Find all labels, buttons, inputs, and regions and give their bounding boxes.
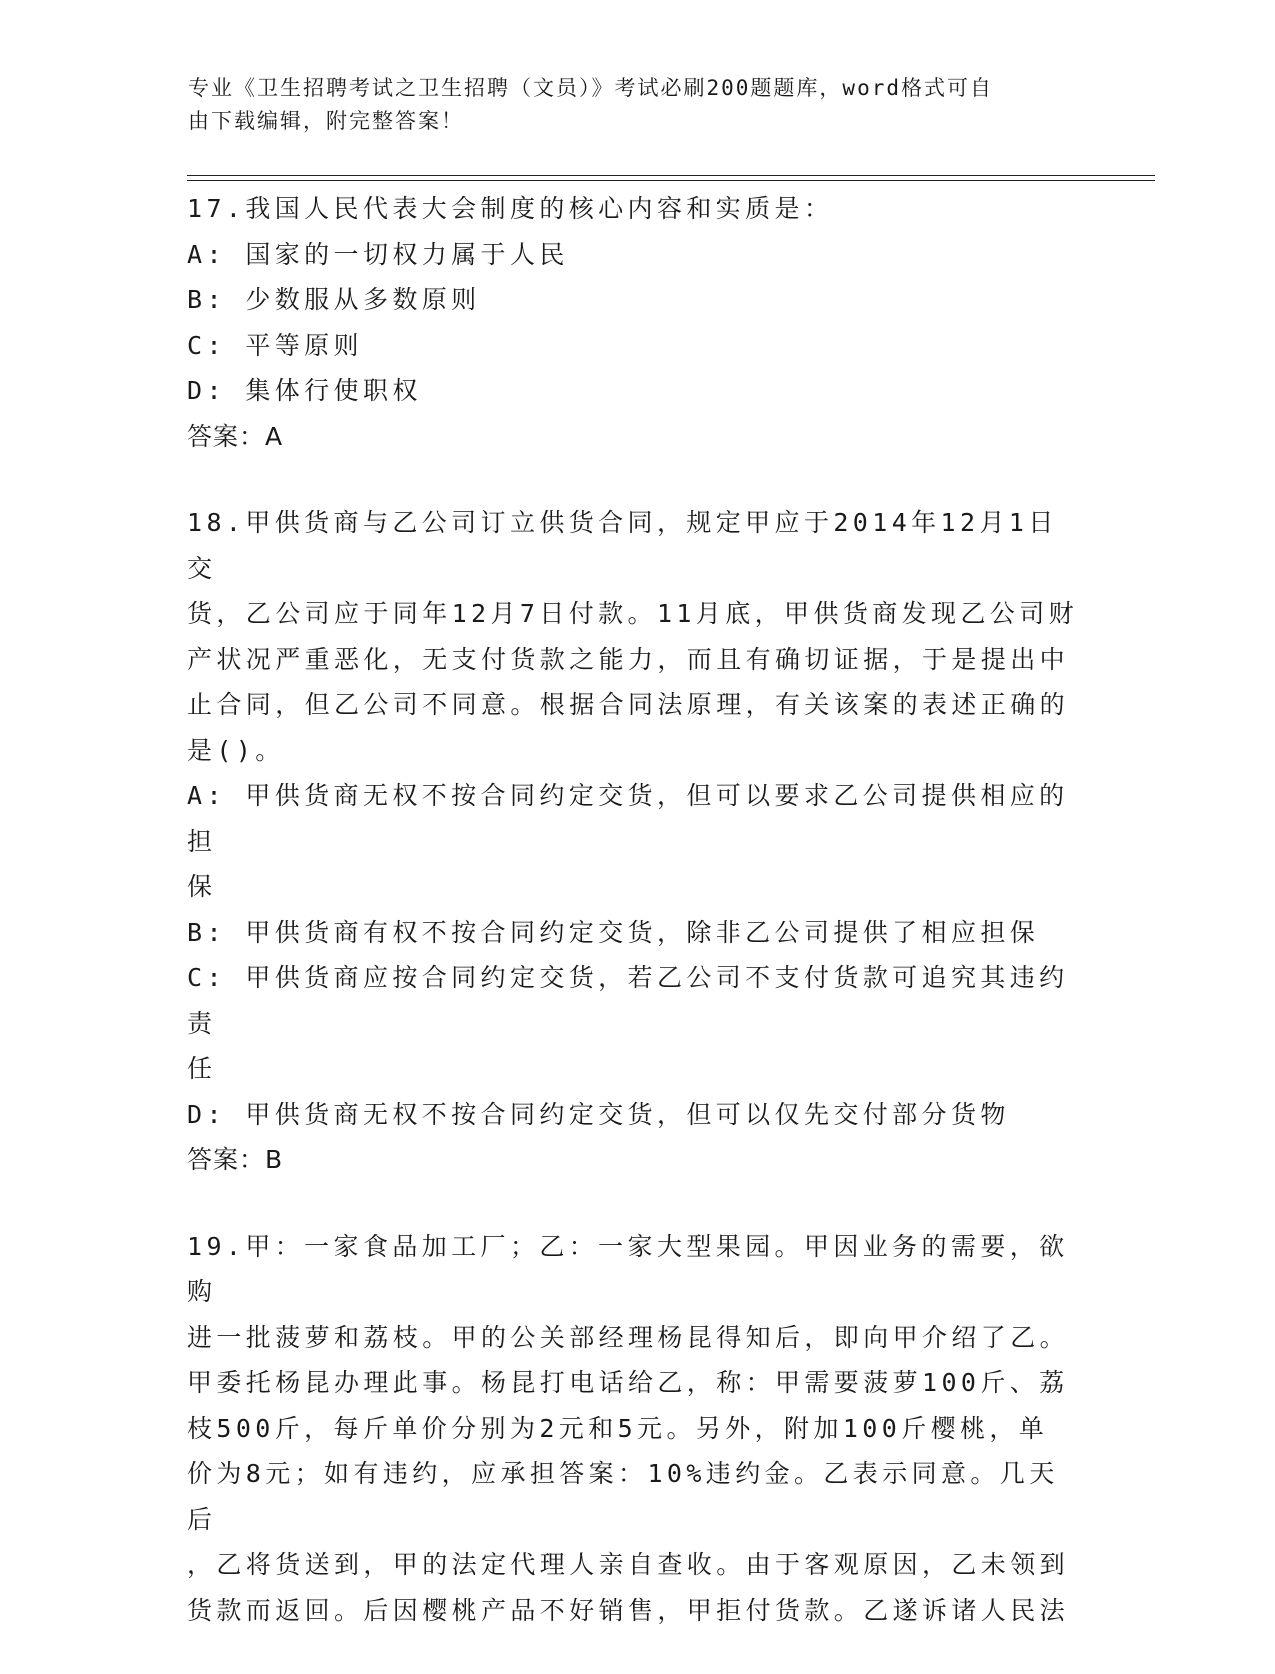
- document-header: [188, 72, 1068, 138]
- question-18-option-c-cont: 任: [187, 1054, 217, 1083]
- question-18-stem-line-1: 18.甲供货商与乙公司订立供货合同，规定甲应于2014年12月1日交: [187, 508, 1058, 583]
- question-17-answer: 答案：A: [187, 421, 284, 451]
- question-17-option-b: B: 少数服从多数原则: [187, 285, 481, 314]
- question-18-option-d: D: 甲供货商无权不按合同约定交货，但可以仅先交付部分货物: [187, 1099, 1010, 1129]
- question-18-stem-line-4: 止合同，但乙公司不同意。根据合同法原理，有关该案的表述正确的: [187, 690, 1070, 719]
- question-18-answer: 答案：B: [187, 1145, 284, 1174]
- question-18-option-b: B: 甲供货商有权不按合同约定交货，除非乙公司提供了相应担保: [187, 917, 1040, 947]
- question-19-stem-line-3: 甲委托杨昆办理此事。杨昆打电话给乙，称：甲需要菠萝100斤、荔: [187, 1368, 1069, 1397]
- header-line-1: 专业《卫生招聘考试之卫生招聘（文员）》考试必刷200题题库，word格式可自: [188, 76, 993, 100]
- question-17-stem-line-1: 17.我国人民代表大会制度的核心内容和实质是：: [187, 194, 834, 223]
- question-list: [187, 186, 1087, 1674]
- header-line-2: 由下载编辑，附完整答案！: [188, 109, 464, 133]
- question-18-stem-line-3: 产状况严重恶化，无支付货款之能力，而且有确切证据，于是提出中: [187, 644, 1070, 674]
- question-19-stem-line-4: 枝500斤，每斤单价分别为2元和5元。另外，附加100斤樱桃，单: [187, 1413, 1049, 1443]
- question-18-option-a-cont: 保: [187, 872, 217, 901]
- question-18: [187, 500, 1087, 1183]
- question-18-stem-line-2: 货，乙公司应于同年12月7日付款。11月底，甲供货商发现乙公司财: [187, 599, 1079, 628]
- question-19-stem-line-6: ，乙将货送到，甲的法定代理人亲自查收。由于客观原因，乙未领到: [187, 1550, 1070, 1579]
- question-17-option-d: D: 集体行使职权: [187, 376, 422, 405]
- question-17-option-c: C: 平等原则: [187, 330, 363, 360]
- question-18-stem-line-5: 是()。: [187, 735, 285, 765]
- question-19-stem-line-7: 货款而返回。后因樱桃产品不好销售，甲拒付货款。乙遂诉诸人民法: [187, 1595, 1070, 1625]
- question-19-stem-line-5: 价为8元；如有违约，应承担答案：10%违约金。乙表示同意。几天后: [187, 1459, 1059, 1534]
- question-17: [187, 186, 1087, 459]
- question-18-option-c: C: 甲供货商应按合同约定交货，若乙公司不支付货款可追究其违约责: [187, 963, 1069, 1038]
- header-divider-bottom: [187, 180, 1155, 181]
- question-19-stem-line-2: 进一批菠萝和荔枝。甲的公关部经理杨昆得知后，即向甲介绍了乙。: [187, 1322, 1070, 1352]
- question-19-stem-line-1: 19.甲：一家食品加工厂；乙：一家大型果园。甲因业务的需要，欲购: [187, 1231, 1069, 1306]
- question-17-option-a: A: 国家的一切权力属于人民: [187, 239, 569, 269]
- question-19: [187, 1224, 1087, 1634]
- header-divider-top: [187, 175, 1155, 176]
- question-18-option-a: A: 甲供货商无权不按合同约定交货，但可以要求乙公司提供相应的担: [187, 781, 1069, 856]
